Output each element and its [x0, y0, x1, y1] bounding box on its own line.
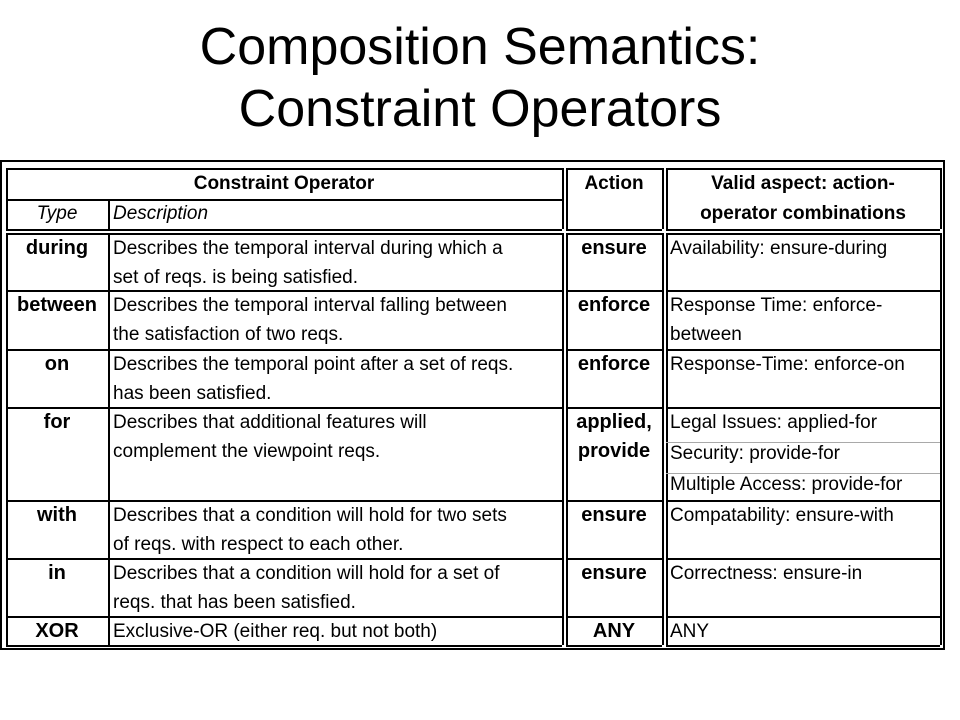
row-action: applied, — [576, 411, 652, 433]
row-valid-combination: Legal Issues: applied-for — [670, 412, 878, 433]
row-type-on: on — [44, 353, 70, 375]
header-action: Action — [584, 173, 644, 194]
slide-title — [0, 16, 960, 140]
row-description-line-1: Describes that a condition will hold for two sets — [113, 505, 507, 526]
grid-line — [6, 229, 562, 231]
row-description-line-2: complement the viewpoint reqs. — [113, 441, 381, 462]
row-action: ANY — [592, 620, 636, 642]
row-valid-combination: Response Time: enforce- — [670, 295, 883, 316]
row-description-line-2: reqs. that has been satisfied. — [113, 592, 356, 613]
row-description-line-1: Describes the temporal interval falling between — [113, 295, 507, 316]
row-valid-combination: ANY — [670, 621, 710, 642]
row-action: enforce — [577, 294, 651, 316]
grid-line — [662, 168, 664, 229]
row-description-line-1: Describes the temporal interval during which a — [113, 238, 503, 259]
row-valid-combination: Availability: ensure-during — [670, 238, 888, 259]
row-valid-combination: Security: provide-for — [670, 443, 841, 464]
grid-line — [562, 168, 564, 229]
grid-line — [666, 229, 940, 231]
row-action: enforce — [577, 353, 651, 375]
row-type-in: in — [48, 562, 66, 584]
row-valid-combination: Response-Time: enforce-on — [670, 354, 905, 375]
grid-line — [662, 233, 664, 645]
grid-line — [566, 229, 662, 231]
row-action: ensure — [581, 562, 647, 584]
row-type-for: for — [43, 411, 71, 433]
row-type-with: with — [37, 504, 77, 526]
title-line-2: Constraint Operators — [238, 80, 722, 138]
row-description-line-2: of reqs. with respect to each other. — [113, 534, 404, 555]
grid-line — [562, 233, 564, 645]
row-action: ensure — [581, 237, 647, 259]
row-description-line-1: Describes the temporal point after a set of reqs. — [113, 354, 514, 375]
title-line-1: Composition Semantics: — [199, 18, 761, 76]
row-action-line-2: provide — [577, 440, 651, 462]
grid-line — [940, 233, 942, 645]
row-valid-combination: Correctness: ensure-in — [670, 563, 863, 584]
row-type-between: between — [16, 294, 98, 316]
header-valid-line-2: operator combinations — [700, 203, 906, 224]
row-description-line-2: has been satisfied. — [113, 383, 272, 404]
header-valid-line-1: Valid aspect: action- — [711, 173, 895, 194]
grid-line — [940, 168, 942, 229]
header-constraint-operator: Constraint Operator — [193, 173, 375, 194]
row-description-line-2: the satisfaction of two reqs. — [113, 324, 344, 345]
row-type-during: during — [25, 237, 89, 259]
row-action: ensure — [581, 504, 647, 526]
row-description-line-2: set of reqs. is being satisfied. — [113, 267, 359, 288]
row-description-line-1: Exclusive-OR (either req. but not both) — [113, 621, 438, 642]
row-valid-combination: Multiple Access: provide-for — [670, 474, 903, 495]
row-description-line-1: Describes that additional features will — [113, 412, 427, 433]
row-type-XOR: XOR — [35, 620, 79, 642]
header-type: Type — [36, 203, 78, 224]
header-description: Description — [113, 203, 209, 224]
row-valid-combination: between — [670, 324, 742, 345]
row-valid-combination: Compatability: ensure-with — [670, 505, 894, 526]
row-description-line-1: Describes that a condition will hold for a set of — [113, 563, 500, 584]
